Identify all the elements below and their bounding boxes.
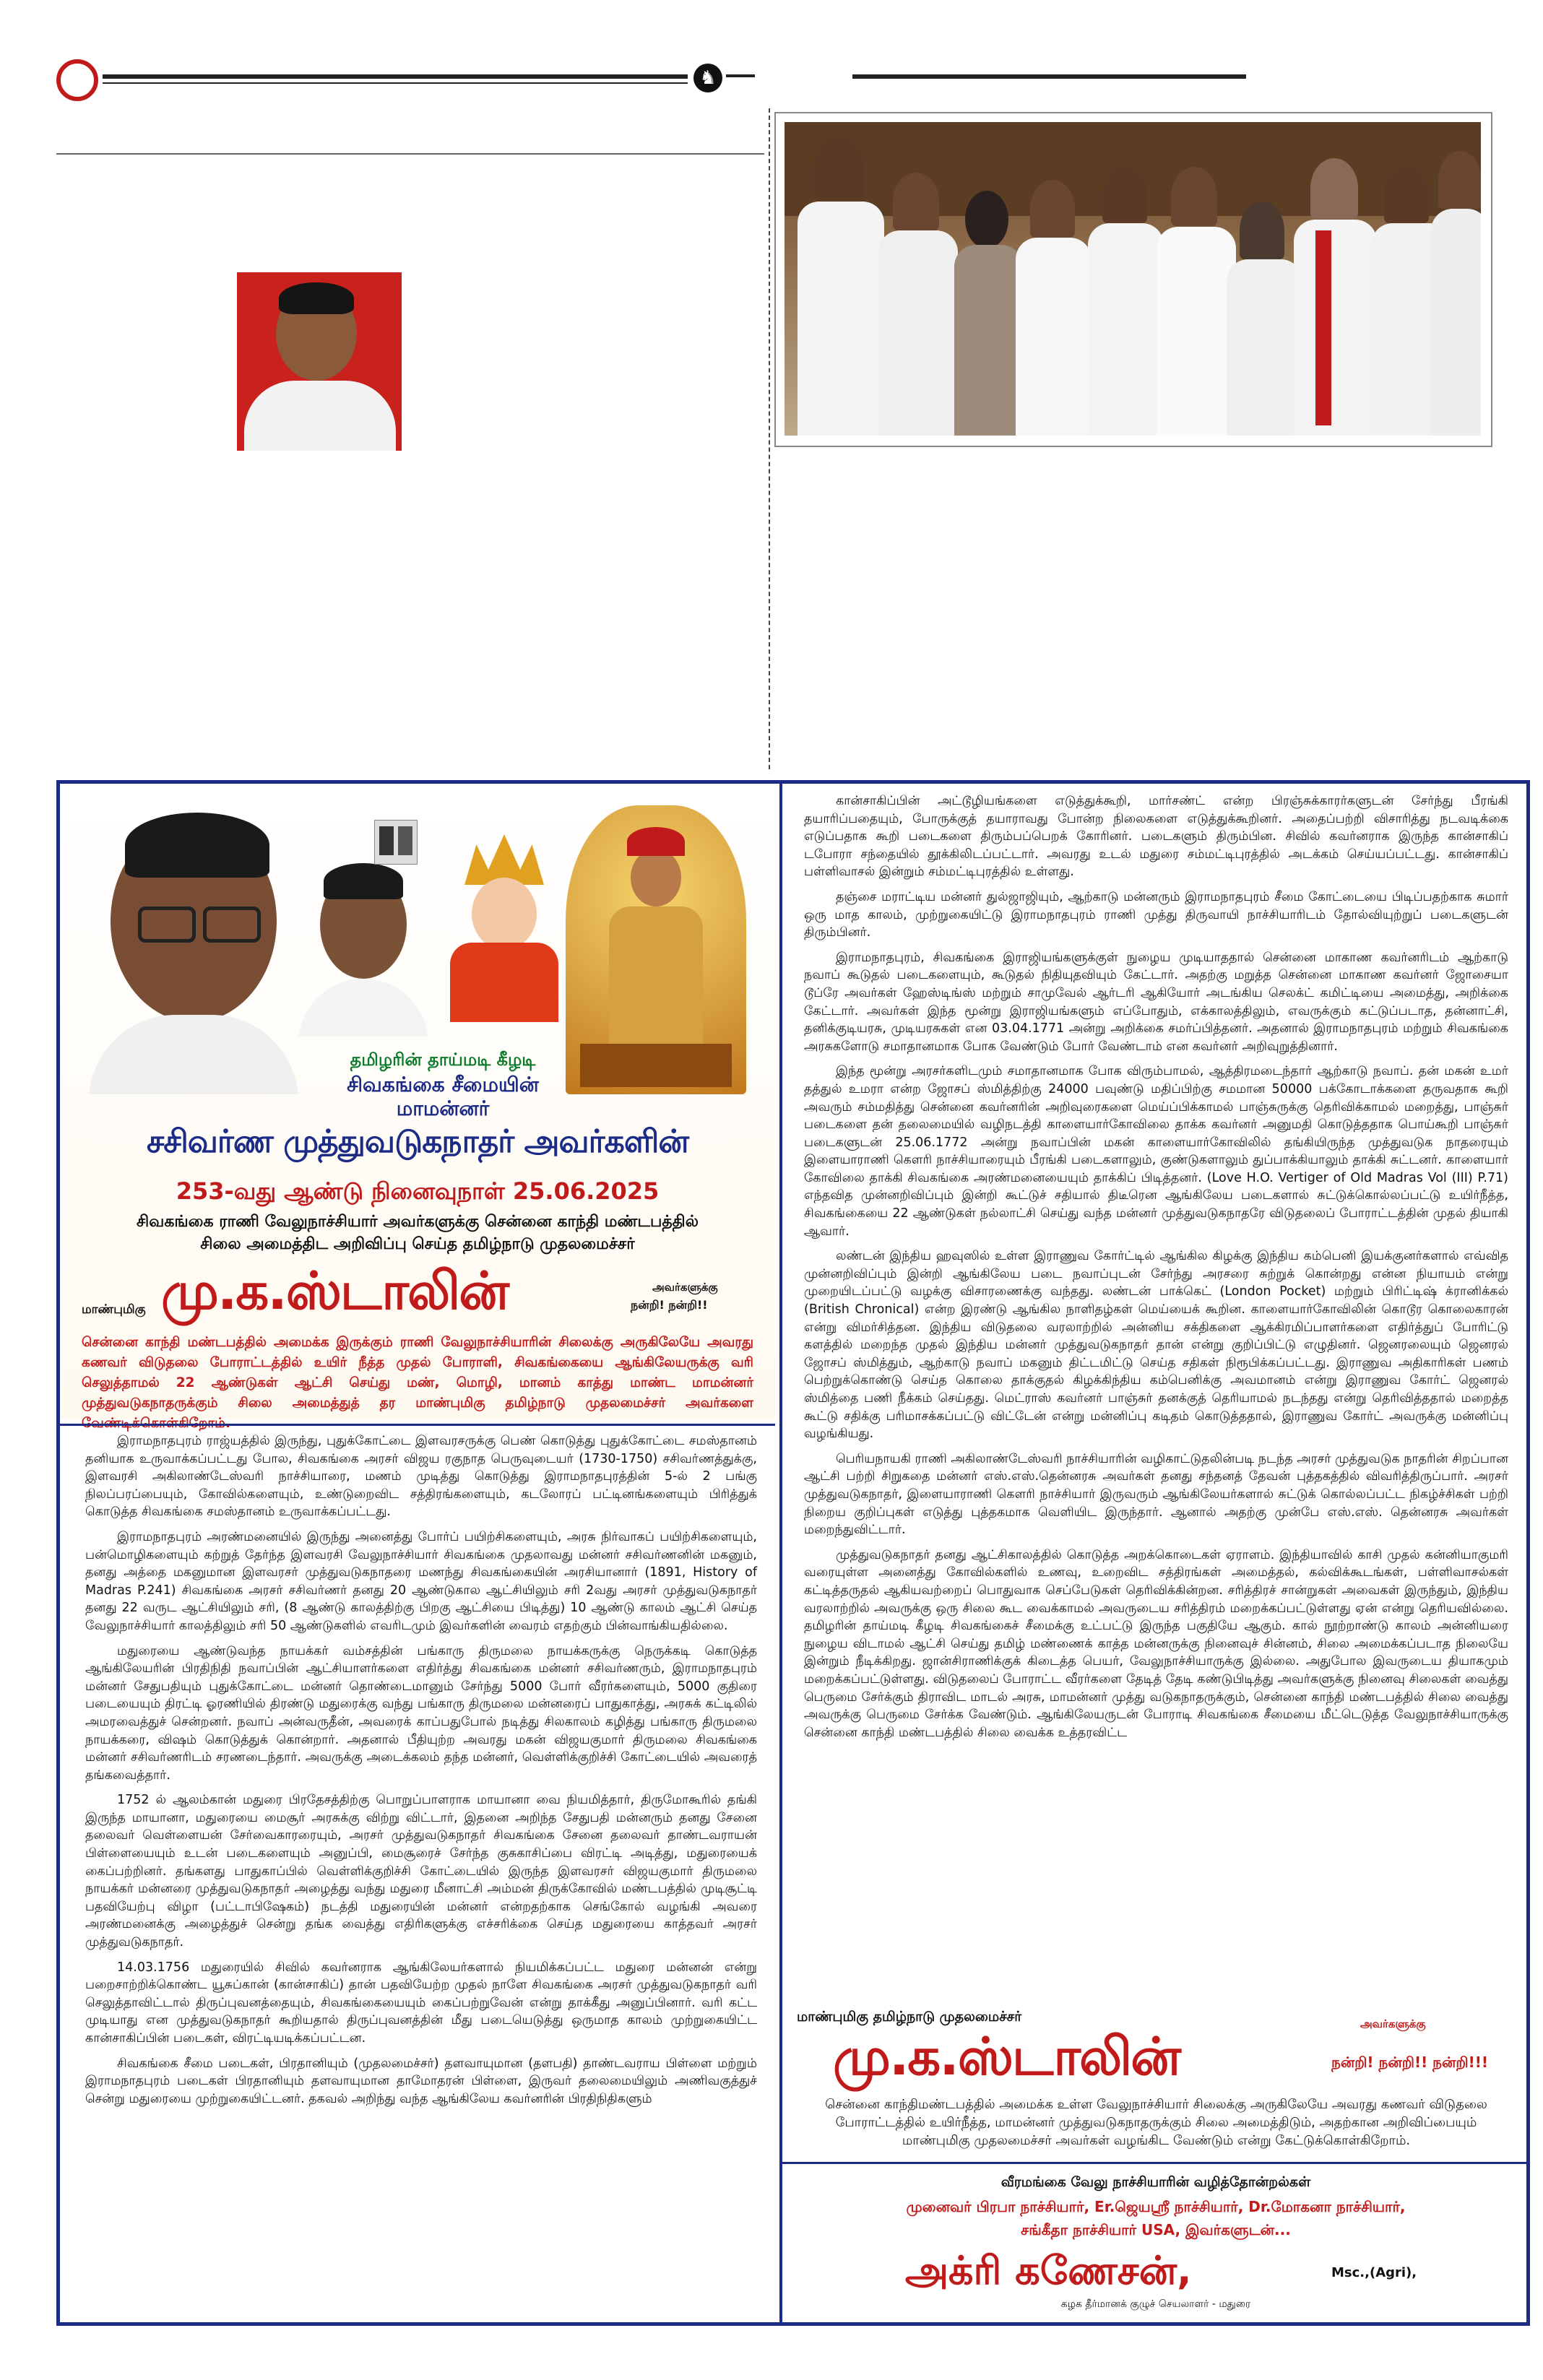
right-para-6: பெரியநாயகி ராணி அகிலாண்டேஸ்வரி நாச்சியாரின் வழிகாட்டுதலின்படி நடந்த அரசர் முத்துவடுக நாதரின் சிறப்பான ஆட்சி பற்றி சிறுகதை மன்னர் எஸ்.எஸ்.தென்னரசு அவர்கள் தனது சந்தனத் தேவன் புத்தகத்தில் விவரித்திருப்பார். அரசர் முத்துவடுகநாதர், இளையாராணி கௌரி நாச்சியார் இருவரும் ஆங்கிலேயர்களால் சுட்டுக் கொல்லப்பட்ட நிகழ்ச்சிகள் பற்றி நிறைய குறிப்புகள் எடுத்து புத்தகமாக வெளியிட இருந்தார். ஆனால் அதற்கு முன்பே எஸ்.எஸ். தென்னரசு அவர்கள் மறைந்துவிட்டார். xyxy=(804,1451,1508,1538)
ad-left-column xyxy=(60,784,775,2322)
king-muthu-vadugar-painting xyxy=(566,805,746,1094)
ad-intro: சென்னை காந்தி மண்டபத்தில் அமைக்க இருக்கும் ராணி வேலுநாச்சியாரின் சிலைக்கு அருகிலேயே அவரது கணவர் விடுதலை போராட்டத்தில் உயிர் நீத்த முதல் போராளி, சிவகங்கையை ஆங்கிலேயருக்கு வரி செலுத்தாமல் 22 ஆண்டுகள் ஆட்சி செய்து மண், மொழி, மானம் காத்து மாண்ட மாமன்னர் முத்துவடுகநாதருக்கும் சிலை அமைத்துத் தர மாண்புமிகு தமிழ்நாடு முதலமைச்சர் அவர்களை xyxy=(82,1335,753,1411)
portrait-photo xyxy=(237,272,402,451)
left-para-5: 14.03.1756 மதுரையில் சிவில் கவர்னராக ஆங்கிலேயர்களால் நியமிக்கப்பட்ட மதுரை மன்னன் என்று பறைசாற்றிக்கொண்ட யூசுப்கான் (கான்சாகிப்) தான் பதவியேற்ற முதல் நாளே சிவகங்கை அரசர் முத்துவடுகநாதர் வரி செலுத்தாவிட்டால் திருப்புவனத்தையும், சிவகங்கையையும் கைப்பற்றுவேன் என்று தாக்கீது அனுப்பினார். வரி கட்ட முடியாது என முத்துவடுகநாதர் கூறியதால் திருப்புவனத்தின் மீது படையெடுத்து ஒருமாத காலம் முற்றுகையிட்ட கான்சாகிப்பின் படைகள், விரட்டியடிக்கப்பட்டன. xyxy=(85,1960,757,2046)
names-line-1: முனைவர் பிரபா நாச்சியார், Er.ஜெயஸ்ரீ நாச்சியார், Dr.மோகனா நாச்சியார், xyxy=(906,2198,1406,2215)
ad-cm-suffix-2: நன்றி! நன்றி!! xyxy=(631,1298,708,1312)
ad-subtitle-1: சிவகங்கை ராணி வேலுநாச்சியார் அவர்களுக்கு சென்னை காந்தி மண்டபத்தில் xyxy=(137,1213,699,1231)
left-para-4: 1752 ல் ஆலம்கான் மதுரை பிரதேசத்திற்கு பொறுப்பாளராக மாயானா வை நியமித்தார், திருமோகூரில் தங்கி இருந்த மாயானா, மதுரையை மைசூர் அரசுக்கு விற்று விட்டார், இதனை அறிந்த சேதுபதி மன்னரும் தனது சேனை தலைவர் வெள்ளையன் சேர்வைகாரரையும், அரசர் முத்துவடுகநாதர் சிவகங்கை சேனை தலைவர் தாண்டவராயன் பிள்ளையையும் உடன் படைகளையும் அனுப்பி, மைசூரைச் சேர்ந்த குசுகாசிப்பை விரட்டி அடித்து, மதுரையைக் கைப்பற்றினர். தங்களது பாதுகாப்பில் வெள்ளிக்குறிச்சி கோட்டையில் இருந்த இளவரசர் விஜயகுமார் திருமலை நாயக்கர் மன்னரை முத்துவடுகநாதர் அழைத்து வந்து மதுரை மீனாட்சி அம்மன் திருக்கோவில் மண்டபத்தில் முடிசூட்டி பதவியேற்பு விழா (பட்டாபிஷேகம்) நடத்தி மதுரையின் மன்னர் என்றதற்காக செங்கோல் வழங்கி அவரை அரண்மனைக்கு அழைத்துச் சென்று தங்க வைத்து எதிரிகளுக்கு எச்சரிக்கை செய்த மதுரையை காத்தவர் அரசர் முத்துவடுகநாதர். xyxy=(85,1793,757,1950)
right-para-2: தஞ்சை மராட்டிய மன்னர் துல்ஜாஜியும், ஆற்காடு மன்னரும் இராமநாதபுரம் சீமை கோட்டையை பிடிப்பதற்காக சுமார் ஒரு மாத காலம், முற்றுகையிட்டு இராமநாதபுரம் ராணி முத்து திருவாயி நாச்சியாரிடம் தோல்வியுற்றுப் படைகளுடன் திரும்பினர். xyxy=(804,889,1508,940)
ad-subtitle-2: சிலை அமைத்திட அறிவிப்பு செய்த தமிழ்நாடு முதலமைச்சர் xyxy=(200,1235,635,1253)
left-para-3: மதுரையை ஆண்டுவந்த நாயக்கர் வம்சத்தின் பங்காரு திருமலை நாயக்கருக்கு நெருக்கடி கொடுத்த ஆங்கிலேயரின் பிரதிநிதி நவாப்பின் ஆட்சியாளர்களை எதிர்த்து சிவகங்கை மன்னர் சசிவர்ணரும், இராமநாதபுரம் மன்னர் சேதுபதியும் புதுக்கோட்டை மன்னர் தொண்டைமானும் சேர்ந்து 5000 போர் வீரர்களையும், 5000 குதிரை படையையும் திரட்டி ஓரணியில் திரண்டு மதுரைக்கு வந்து பங்காரு திருமலை மன்னரைப் பாதுகாத்து, அரசுக் கட்டிலில் அமரவைத்துச் சென்றனர். நவாப் அன்வருதீன், அவரைக் காப்பதுபோல் நடித்து சிலகாலம் கழித்து பங்காரு திருமலை நாயக்கரை, விஷம் கொடுத்துக் கொன்றார். அதனால் பீதியுற்ற அவரது மகன் விஜயகுமார் திருமலை சிவகங்கை மன்னர் சசிவர்ணரிடம் சரணடைந்தார். அவருக்கு அடைக்கலம் தந்த மன்னர், வெள்ளிக்குறிச்சி கோட்டையில் அவரைத் தங்கவைத்தார். xyxy=(85,1643,757,1783)
lineage-text: வீரமங்கை வேலு நாச்சியாரின் வழித்தோன்றல்கள் xyxy=(1000,2174,1311,2190)
ad-bottom-divider xyxy=(782,2162,1529,2164)
deputy-photo xyxy=(298,856,428,1037)
sponsor-role: கழக தீர்மானக் குழுச் செயலாளர் - மதுரை xyxy=(1060,2298,1251,2310)
ad-right-column xyxy=(779,784,1529,2322)
bottom-suffix-2: நன்றி! நன்றி!! நன்றி!!! xyxy=(1331,2054,1488,2071)
ad-tagline-2: சிவகங்கை சீமையின் xyxy=(347,1073,539,1096)
column-separator xyxy=(769,108,770,769)
ad-tagline-1: தமிழரின் தாய்மடி கீழடி xyxy=(350,1050,536,1070)
ad-honorific: மாண்புமிகு xyxy=(82,1302,146,1317)
bottom-title: மாண்புமிகு தமிழ்நாடு முதலமைச்சர் xyxy=(797,2009,1022,2025)
left-para-1: இராமநாதபுரம் ராஜ்யத்தில் இருந்து, புதுக்கோட்டை இளவரசருக்கு பெண் கொடுத்து புதுக்கோட்டை சமஸ்தானம் தனியாக உருவாக்கப்பட்டது போல, சிவகங்கை அரசர் விஜய ரகுநாத பெருவுடையர் (1730-1750) சசிவர்ணத்துக்கு, இளவரசி அகிலாண்டேஸ்வரி நாச்சியாரை, மணம் முடித்து கொடுத்து இராமநாதபுரத்தின் 5-ல் 2 பங்கு நிலப்பரப்பையும், கோவில்களையும், உண்டுறைவிட சத்திரங்களையும், கடலோரப் பட்டினங்களையும் பிரித்துக் கொடுத்த சிவகங்கை சமஸ்தானம் உருவாக்கப்பட்டது. xyxy=(85,1434,757,1520)
ad-title: சசிவர்ண முத்துவடுகநாதர் அவர்களின் xyxy=(146,1123,689,1160)
header-left-rule-thin xyxy=(103,82,688,84)
elephant-icon: ♞ xyxy=(693,64,722,92)
ad-header xyxy=(60,784,775,1419)
left-para-2: இராமநாதபுரம் அரண்மனையில் இருந்து அனைத்து போர்ப் பயிற்சிகளையும், அரசு நிர்வாகப் பயிற்சிகளையும், பன்மொழிகளையும் கற்றுத் தேர்ந்த இளவரசி வேலுநாச்சியார் சிவகங்கை முதலாவது மன்னர் சசிவர்ணனின் மகனும், தனது அத்தை மகனுமான இளவரசர் முத்துவடுகநாதரை மணந்து சிவகங்கையின் அரசியானார் (1891, History of Madras P.241) சிவகங்கை அரசர் சசிவர்ணர் தனது 20 ஆண்டுகால ஆட்சியிலும் சரி 2வது அரசர் முத்துவடுகநாதர் தனது 22 வருட ஆட்சியிலும் சரி, (8 ஆண்டு காலத்திற்கு பிறகு ஆட்சியை பிடித்து) 10 ஆண்டு காலம் ஆட்சி செய்த வேலுநாச்சியார் காலத்திலும் சரி 50 ஆண்டுகளில் எவரிடமும் இவர்களின் வைரம் எதற்கும் பின்வாங்கியதில்லை. xyxy=(85,1529,757,1633)
ad-cm-name: மு.க.ஸ்டாலின் xyxy=(161,1260,509,1321)
header-right-rule xyxy=(852,74,1246,79)
ad-signature-block xyxy=(782,2167,1529,2319)
ad-bottom-thanks xyxy=(782,2004,1529,2148)
bottom-cm-name: மு.க.ஸ்டாலின் xyxy=(833,2026,1180,2087)
ad-cm-suffix-1: அவர்களுக்கு xyxy=(652,1281,718,1294)
right-para-1: கான்சாகிப்பின் அட்டூழியங்களை எடுத்துக்கூறி, மார்சண்ட் என்ற பிரஞ்சுக்காரர்களுடன் சேர்ந்து பீரங்கி தயாரிப்பதையும், போருக்குத் தயாராவது போன்ற நிலைகளை எடுத்துக்கூறினர். அதைப்பற்றி விசாரித்து நடவடிக்கை எடுப்பதாக கூறி படைகளை திரும்பப்பெறக் கோரினர். படைகளும் திரும்பின. சிவில் கவர்னராக இருந்த கான்சாகிப் டபோரா சந்தையில் தூக்கிலிடப்பட்டார். அவரது உடல் மதுரை சம்மட்டிபுரத்தில் அடக்கம் செய்யப்பட்டது. கான்சாகிப் பள்ளிவாசல் இன்றும் சம்மட்டிபுரத்தில் உள்ளது. xyxy=(804,794,1508,880)
small-leaders-photo xyxy=(374,820,418,865)
ad-anniversary: 253-வது ஆண்டு நினைவுநாள் 25.06.2025 xyxy=(176,1177,660,1205)
queen-velu-nachiyar-painting xyxy=(436,834,573,1022)
tribute-advertisement xyxy=(56,780,1530,2326)
left-para-6: சிவகங்கை சீமை படைகள், பிரதானியும் (முதலமைச்சர்) தளவாயுமான (தளபதி) தாண்டவராய பிள்ளை மற்றும் இராமநாதபுரம் படைகள் பிரதானியும் தளவாயுமான தாமோதரன் பிள்ளை, இருவர் தலைமையிலும் அணிவகுத்துச் சென்று மதுரையை முற்றுகையிட்டனர். தகவல் அறிந்து வந்த ஆங்கிலேய கவர்னரின் பிரதிநிதிகளும் xyxy=(85,2056,757,2106)
right-para-7: முத்துவடுகநாதர் தனது ஆட்சிகாலத்தில் கொடுத்த அறக்கொடைகள் ஏராளம். இந்தியாவில் காசி முதல் கன்னியாகுமரி வரையுள்ள அனைத்து கோவில்களில் உணவு, உறைவிட சத்திரங்கள் அமைத்தல், கல்விக்கூடங்கள், பள்ளிவாசல்கள் கட்டித்தருதல் ஆகியவற்றைப் பொதுவாக செப்பேடுகள் தெரிவிக்கின்றன. சரித்திரச் சான்றுகள் அவைகள் இருந்தும், இந்திய வரலாற்றில் அவருக்கு ஒரு சிலை கூட வைக்காமல் அவருடைய சரித்திரம் மறைக்கப்பட்டுள்ளது ஏன் என்று தெரியவில்லை. தமிழரின் தாய்மடி கீழடி சிவகங்கைச் சீமைக்கு உட்பட்டு இருந்த பகுதியே ஆகும். கால் நூற்றாண்டு காலம் அன்னியரை நுழைய விடாமல் ஆட்சி செய்து தமிழ் மண்ணைக் காத்த மன்னருக்கு நினைவுச் சின்னம், சிலை அமைக்கப்படாத நிலையே இன்றும் நீடிக்கிறது. ஜான்சிராணிக்குக் கிடைத்த பெயர், வேலுநாச்சியாருக்கு இல்லை. அதுபோல இவருடைய தியாகமும் மறைக்கப்பட்டுள்ளது. விடுதலைப் போராட்ட வீரர்களை தேடித் தேடி கண்டுபிடித்து அவர்களுக்கு நினைவு சிலைகள் வைத்து பெருமை சேர்க்கும் திராவிட மாடல் அரசு, மாமன்னர் முத்து வடுகநாதருக்கும், சென்னை காந்தி மண்டபத்தில் சிலை வைத்து அவருக்கு பெருமை சேர்க்க வேண்டும். ஆங்கிலேயருடன் போராடி சிவகங்கை சீமையை மீட்டெடுத்த வேலுநாச்சியாருக்கு சென்னை காந்தி மண்டபத்தில் சிலை வைக்க உத்தரவிட்ட xyxy=(804,1547,1508,1740)
bottom-text: சென்னை காந்திமண்டபத்தில் அமைக்க உள்ள வேலுநாச்சியார் சிலைக்கு அருகிலேயே அவரது கணவர் விடுதலை போராட்டத்தில் உயிர்நீத்த, மாமன்னர் முத்துவடுகநாதருக்கும் சிலை அமைத்திடும், அதற்கான அறிவிப்பையும் மாண்புமிகு முதலமைச்சர் அவர்கள் வழங்கிட வேண்டும் என்று கேட்டுக்கொள்கிறோம். xyxy=(825,2097,1487,2148)
header-divider xyxy=(56,153,764,155)
ad-left-text xyxy=(85,1432,757,2115)
right-para-3: இராமநாதபுரம், சிவகங்கை இராஜியங்களுக்குள் நுழைய முடியாததால் சென்னை மாகாண கவர்னரிடம் ஆற்காடு நவாப் கூடுதல் படைகளையும், கூடுதல் நிதியுதவியும் கேட்டார். அதற்கு மறுத்த சென்னை மாகாண கவர்னர் ஜோசையா டூப்ரே அவர்கள் ஹேஸ்டிங்ஸ் மற்றும் சாமுவேல் ஆர்டரி ஆகியோர் அடங்கிய செலக்ட் கமிட்டியை அமைத்து, அறிக்கை கேட்டார். அவர்கள் இந்த மூன்று இராஜியங்களும் எப்போதும், எக்காலத்திலும், எவருக்கும் கட்டுப்படாத, தன்னாட்சி, தனிக்குடியரசு, முடியரசுகள் என 03.04.1771 அன்று அறிக்கை சமர்ப்பித்தனர். அதனால் இராமநாதபுரம் மற்றும் சிவகங்கை அரசுகளோடு சமாதானமாக போக வேண்டும் போர் வேண்டாம் என கவர்னர் அறிவுறுத்தினார். xyxy=(804,950,1508,1054)
ad-right-text xyxy=(804,792,1508,1749)
header-circle-logo xyxy=(56,59,98,101)
ad-header-divider xyxy=(60,1424,775,1426)
sponsor-name: அக்ரி கணேசன், xyxy=(905,2248,1192,2293)
cm-photo xyxy=(89,805,298,1094)
group-photo xyxy=(774,112,1492,447)
right-para-5: லண்டன் இந்திய ஹவுஸில் உள்ள இராணுவ கோர்ட்டில் ஆங்கில கிழக்கு இந்திய கம்பெனி இயக்குனர்களால் எவ்வித முன்னறிவிப்பும் இன்றி ஆங்கிலேய படை நவாப்புடன் சேர்ந்து அரசரை சுற்றுக் கொன்றது என்ன நியாயம் என்று முறையிடப்பட்டு வழக்கு விசாரணைக்கு வந்தது. லண்டன் பாக்கெட் (London Pocket) மற்றும் பிரிட்டிஷ் க்ரானிக்கல் (British Chronical) என்ற இரண்டு ஆங்கில நாளிதழ்கள் மெய்யைக் கூறின. காளையார்கோவிலின் கொடூர கொலைகாரன் என்று விமர்சித்தன. இந்திய விடுதலை வரலாற்றில் அன்னிய சக்திகளை ஆக்கிரமிப்பாளர்களை எதிர்த்துப் போரிட்டு களத்தில் மறைந்த முதல் இந்திய மன்னர் முத்துவடுகநாதர் தான் என்று குறிப்பிட்டு எழுதினர். ஜெனரலையும் ஜெனரல் ஜோசப் ஸ்மித்தும், ஆற்காடு நவாப் மகனும் திட்டமிட்டு செய்த சதிகள் நிரூபிக்கப்பட்டது. இராணுவ அதிகாரிகள் பணம் பெற்றுக்கொண்டு செய்த கொலை தாக்குதல் கிழக்கிந்திய கம்பெனிக்கு அவமானம் என்று இராணுவ கோர்ட் ஜெனரல் ஸ்மித்தை பணி நீக்கம் செய்தது. மெட்ராஸ் கவர்னர் பாஞ்சுர் தனக்குத் தெரியாமல் நடந்தது என்று தெரிவித்ததால் மறைத்த கூட்டு சதிக்கு பரிமாசக்கப்பட்டு விட்டேன் என்று மன்னிப்பு கடிதம் கொடுத்ததால், இராணுவ கோர்ட் அவருக்கு மன்னிப்பு வழங்கியது. xyxy=(804,1249,1508,1442)
sponsor-degree: Msc.,(Agri), xyxy=(1331,2265,1417,2280)
header-left-rule xyxy=(103,74,688,79)
bottom-suffix-1: அவர்களுக்கு xyxy=(1360,2017,1426,2030)
ad-tagline-3: மாமன்னர் xyxy=(396,1096,490,1120)
names-line-2: சங்கீதா நாச்சியார் USA, இவர்களுடன்... xyxy=(1021,2221,1291,2238)
right-para-4: இந்த மூன்று அரசர்களிடமும் சமாதானமாக போக விரும்பாமல், ஆத்திரமடைந்தார் ஆற்காடு நவாப். தன் மகன் உமர் தத்துல் உமரா என்ற ஜோசப் ஸ்மித்திற்கு 24000 பவுண்டு மதிப்பிற்கு சமமான 50000 பக்கோடாக்களை தருவதாக கூறி அவரும் சம்மதித்து சென்னை கவர்னரின் அறிவுரைகளை மெய்ப்பிக்காமல் பாஞ்சுருக்கு தெரிவிக்காமல் மறைத்து, பாஞ்சுர் படைகளை தன் தலைமையில் வழிநடத்தி காளையார்கோவிலை தாக்க கவர்னர் அனுமதி கொடுத்ததாக பொய்கூறி பாஞ்சுர் படைகளுடன் 25.06.1772 அன்று நவாப்பின் மகன் காளையார்கோவிலில் தங்கியிருந்த முத்துவடுக நாதரையும் இளையாராணி கௌரி நாச்சியாரையும் பீரங்கி படைகளாலும், குண்டுகளாலும் துப்பாக்கியாலும் தாக்கி சுட்டனர். காளையார் கோவிலை தாக்கி சிவகங்கை அரண்மனையையும் தாக்கிப் பிடித்தனர். (Love H.O. Vertiger of Old Madras Vol (III) P.71) எந்தவித முன்னறிவிப்பும் இன்றி கூட்டுச் சதியால் திடீரென ஆங்கிலேய படைகளால் சுட்டுக்கொல்லப்பட்டு உயிர்நீத்த, சிவகங்கையை 22 ஆண்டுகள் நல்லாட்சி செய்து வந்த மன்னர் முத்துவடுகநாதரே விடுதலைப் போராட்டத்தின் முதல் தியாகி ஆவார். xyxy=(804,1064,1508,1239)
header-left-rule-2 xyxy=(726,74,755,77)
